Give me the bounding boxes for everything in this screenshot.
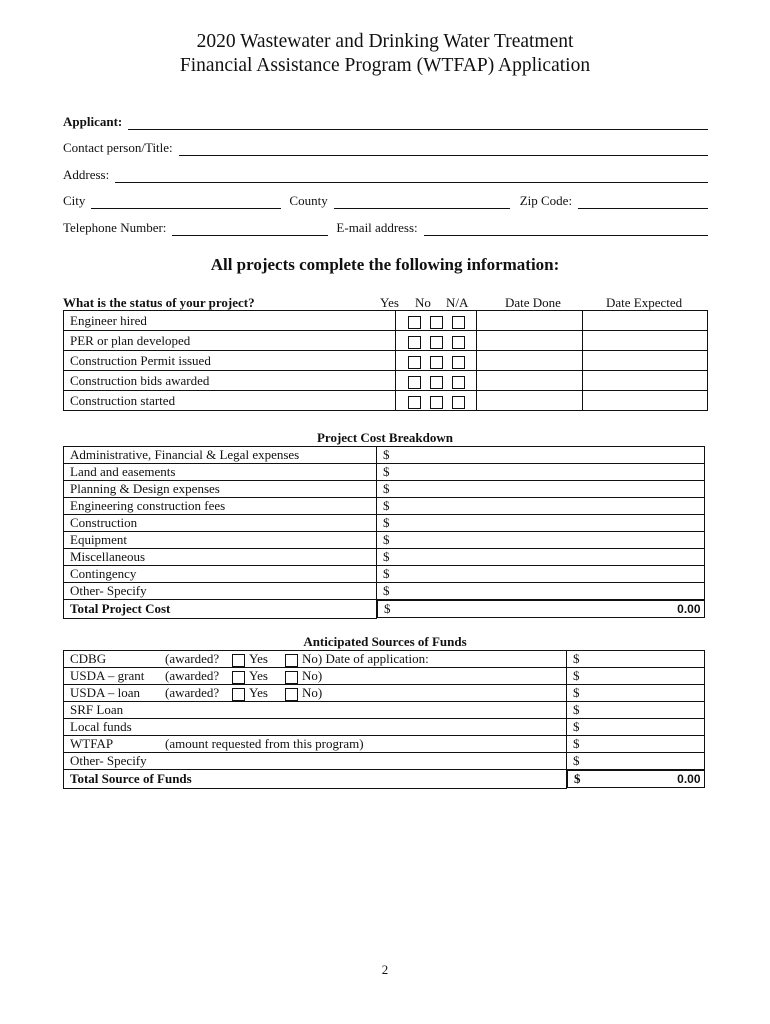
- table-row: [64, 351, 708, 371]
- awarded-label: (awarded?: [165, 668, 220, 683]
- dollar-sign: $: [383, 464, 390, 479]
- fund-amount-cell[interactable]: [567, 753, 705, 770]
- table-row: [64, 566, 705, 583]
- dollar-sign: $: [383, 566, 390, 581]
- cost-amount-cell[interactable]: [377, 447, 705, 464]
- awarded-yes-checkbox[interactable]: [232, 671, 245, 684]
- table-row: [64, 371, 708, 391]
- yes-label: Yes: [249, 668, 268, 683]
- date-done-cell[interactable]: [477, 351, 583, 371]
- section-heading: All projects complete the following information:: [210, 255, 560, 274]
- yes-checkbox[interactable]: [408, 356, 421, 369]
- cost-amount-cell[interactable]: [377, 566, 705, 583]
- contact-field[interactable]: [179, 143, 708, 156]
- county-label: County: [289, 193, 328, 208]
- fund-source-label: WTFAP: [70, 736, 114, 751]
- status-col-na: N/A: [446, 295, 469, 310]
- status-col-date-done: Date Done: [505, 295, 561, 310]
- status-col-date-expected: Date Expected: [606, 295, 683, 310]
- dollar-sign: $: [383, 515, 390, 530]
- table-row: [64, 515, 705, 532]
- cost-item-label: Land and easements: [64, 464, 377, 481]
- cost-amount-cell[interactable]: [377, 532, 705, 549]
- status-row-label: Construction started: [64, 391, 396, 411]
- cost-item-label: Planning & Design expenses: [64, 481, 377, 498]
- fund-source-label: Local funds: [64, 719, 567, 736]
- dollar-sign: $: [573, 685, 580, 700]
- project-status-table: [63, 310, 708, 411]
- na-checkbox[interactable]: [452, 316, 465, 329]
- fund-amount-cell[interactable]: [567, 719, 705, 736]
- date-expected-cell[interactable]: [583, 371, 708, 391]
- date-expected-cell[interactable]: [583, 331, 708, 351]
- yes-checkbox[interactable]: [408, 316, 421, 329]
- table-row: [64, 549, 705, 566]
- total-project-cost-cell[interactable]: [377, 600, 705, 618]
- dollar-sign: $: [383, 549, 390, 564]
- cost-amount-cell[interactable]: [377, 583, 705, 600]
- yes-checkbox[interactable]: [408, 336, 421, 349]
- table-row: [64, 702, 705, 719]
- address-field[interactable]: [115, 170, 708, 183]
- wtfap-note: (amount requested from this program): [165, 736, 364, 751]
- date-done-cell[interactable]: [477, 391, 583, 411]
- contact-label: Contact person/Title:: [63, 140, 173, 155]
- county-field[interactable]: [334, 196, 510, 209]
- status-col-no: No: [415, 295, 431, 310]
- table-row: [64, 331, 708, 351]
- table-row: [64, 583, 705, 600]
- city-label: City: [63, 193, 86, 208]
- address-label: Address:: [63, 167, 110, 182]
- cost-breakdown-table: [63, 446, 705, 619]
- dollar-sign: $: [383, 532, 390, 547]
- cost-amount-cell[interactable]: [377, 498, 705, 515]
- table-row: [64, 651, 705, 668]
- dollar-sign: $: [383, 447, 390, 462]
- total-source-value: 0.00: [677, 772, 701, 786]
- na-checkbox[interactable]: [452, 396, 465, 409]
- table-row: [64, 668, 705, 685]
- no-checkbox[interactable]: [430, 336, 443, 349]
- status-row-label: PER or plan developed: [64, 331, 396, 351]
- awarded-label: (awarded?: [165, 651, 220, 666]
- date-done-cell[interactable]: [477, 331, 583, 351]
- yes-checkbox[interactable]: [408, 376, 421, 389]
- yes-label: Yes: [249, 685, 268, 700]
- no-checkbox[interactable]: [430, 396, 443, 409]
- cost-amount-cell[interactable]: [377, 515, 705, 532]
- awarded-no-checkbox[interactable]: [285, 671, 298, 684]
- status-col-yes: Yes: [380, 295, 399, 310]
- total-project-cost-value: 0.00: [677, 602, 701, 616]
- page-number: 2: [381, 962, 389, 977]
- no-label: No) Date of application:: [302, 651, 429, 666]
- fund-source-label: USDA – loan: [70, 685, 141, 700]
- dollar-sign: $: [574, 771, 581, 786]
- date-done-cell[interactable]: [477, 371, 583, 391]
- awarded-label: (awarded?: [165, 685, 220, 700]
- no-checkbox[interactable]: [430, 316, 443, 329]
- dollar-sign: $: [573, 702, 580, 717]
- dollar-sign: $: [573, 668, 580, 683]
- cost-item-label: Engineering construction fees: [64, 498, 377, 515]
- awarded-no-checkbox[interactable]: [285, 654, 298, 667]
- dollar-sign: $: [573, 719, 580, 734]
- dollar-sign: $: [384, 601, 391, 616]
- cost-breakdown-title: Project Cost Breakdown: [316, 430, 453, 445]
- total-row: [64, 770, 705, 789]
- na-checkbox[interactable]: [452, 356, 465, 369]
- cost-item-label: Other- Specify: [64, 583, 377, 600]
- table-row: [64, 719, 705, 736]
- date-expected-cell[interactable]: [583, 311, 708, 331]
- table-row: [64, 481, 705, 498]
- total-source-label: Total Source of Funds: [64, 770, 567, 789]
- status-row-label: Construction Permit issued: [64, 351, 396, 371]
- dollar-sign: $: [573, 651, 580, 666]
- no-label: No): [302, 668, 323, 683]
- form-title-line1: 2020 Wastewater and Drinking Water Treatment: [196, 31, 574, 52]
- fund-amount-cell[interactable]: [567, 702, 705, 719]
- no-label: No): [302, 685, 323, 700]
- funds-table: [63, 650, 705, 789]
- dollar-sign: $: [383, 498, 390, 513]
- status-row-label: Construction bids awarded: [64, 371, 396, 391]
- table-row: [64, 736, 705, 753]
- dollar-sign: $: [383, 583, 390, 598]
- telephone-label: Telephone Number:: [63, 220, 167, 235]
- table-row: [64, 464, 705, 481]
- fund-source-label: USDA – grant: [70, 668, 145, 683]
- total-row: [64, 600, 705, 619]
- awarded-yes-checkbox[interactable]: [232, 688, 245, 701]
- cost-item-label: Contingency: [64, 566, 377, 583]
- status-question: What is the status of your project?: [63, 295, 255, 310]
- awarded-no-checkbox[interactable]: [285, 688, 298, 701]
- applicant-field[interactable]: [128, 117, 708, 130]
- telephone-field[interactable]: [172, 223, 328, 236]
- date-expected-cell[interactable]: [583, 391, 708, 411]
- table-row: [64, 532, 705, 549]
- email-label: E-mail address:: [336, 220, 418, 235]
- fund-amount-cell[interactable]: [567, 736, 705, 753]
- cost-amount-cell[interactable]: [377, 549, 705, 566]
- no-checkbox[interactable]: [430, 376, 443, 389]
- table-row: [64, 685, 705, 702]
- cost-item-label: Miscellaneous: [64, 549, 377, 566]
- email-field[interactable]: [424, 223, 708, 236]
- date-done-cell[interactable]: [477, 311, 583, 331]
- fund-amount-cell[interactable]: [567, 651, 705, 668]
- table-row: [64, 447, 705, 464]
- total-project-cost-label: Total Project Cost: [64, 600, 377, 619]
- yes-label: Yes: [249, 651, 268, 666]
- city-field[interactable]: [91, 196, 281, 209]
- fund-amount-cell[interactable]: [567, 685, 705, 702]
- date-expected-cell[interactable]: [583, 351, 708, 371]
- na-checkbox[interactable]: [452, 336, 465, 349]
- fund-source-label: SRF Loan: [64, 702, 567, 719]
- fund-amount-cell[interactable]: [567, 668, 705, 685]
- table-row: [64, 498, 705, 515]
- awarded-yes-checkbox[interactable]: [232, 654, 245, 667]
- zip-field[interactable]: [578, 196, 708, 209]
- na-checkbox[interactable]: [452, 376, 465, 389]
- yes-checkbox[interactable]: [408, 396, 421, 409]
- table-row: [64, 391, 708, 411]
- no-checkbox[interactable]: [430, 356, 443, 369]
- cost-amount-cell[interactable]: [377, 464, 705, 481]
- form-title-line2: Financial Assistance Program (WTFAP) Application: [179, 55, 591, 76]
- total-source-cell[interactable]: [567, 770, 705, 788]
- cost-item-label: Equipment: [64, 532, 377, 549]
- dollar-sign: $: [573, 736, 580, 751]
- status-row-label: Engineer hired: [64, 311, 396, 331]
- cost-item-label: Administrative, Financial & Legal expenses: [64, 447, 377, 464]
- applicant-label: Applicant:: [63, 114, 123, 129]
- table-row: [64, 311, 708, 331]
- dollar-sign: $: [383, 481, 390, 496]
- cost-item-label: Construction: [64, 515, 377, 532]
- funds-title: Anticipated Sources of Funds: [303, 634, 467, 649]
- cost-amount-cell[interactable]: [377, 481, 705, 498]
- fund-source-label: Other- Specify: [64, 753, 567, 770]
- dollar-sign: $: [573, 753, 580, 768]
- table-row: [64, 753, 705, 770]
- fund-source-label: CDBG: [70, 651, 107, 666]
- zip-label: Zip Code:: [519, 193, 573, 208]
